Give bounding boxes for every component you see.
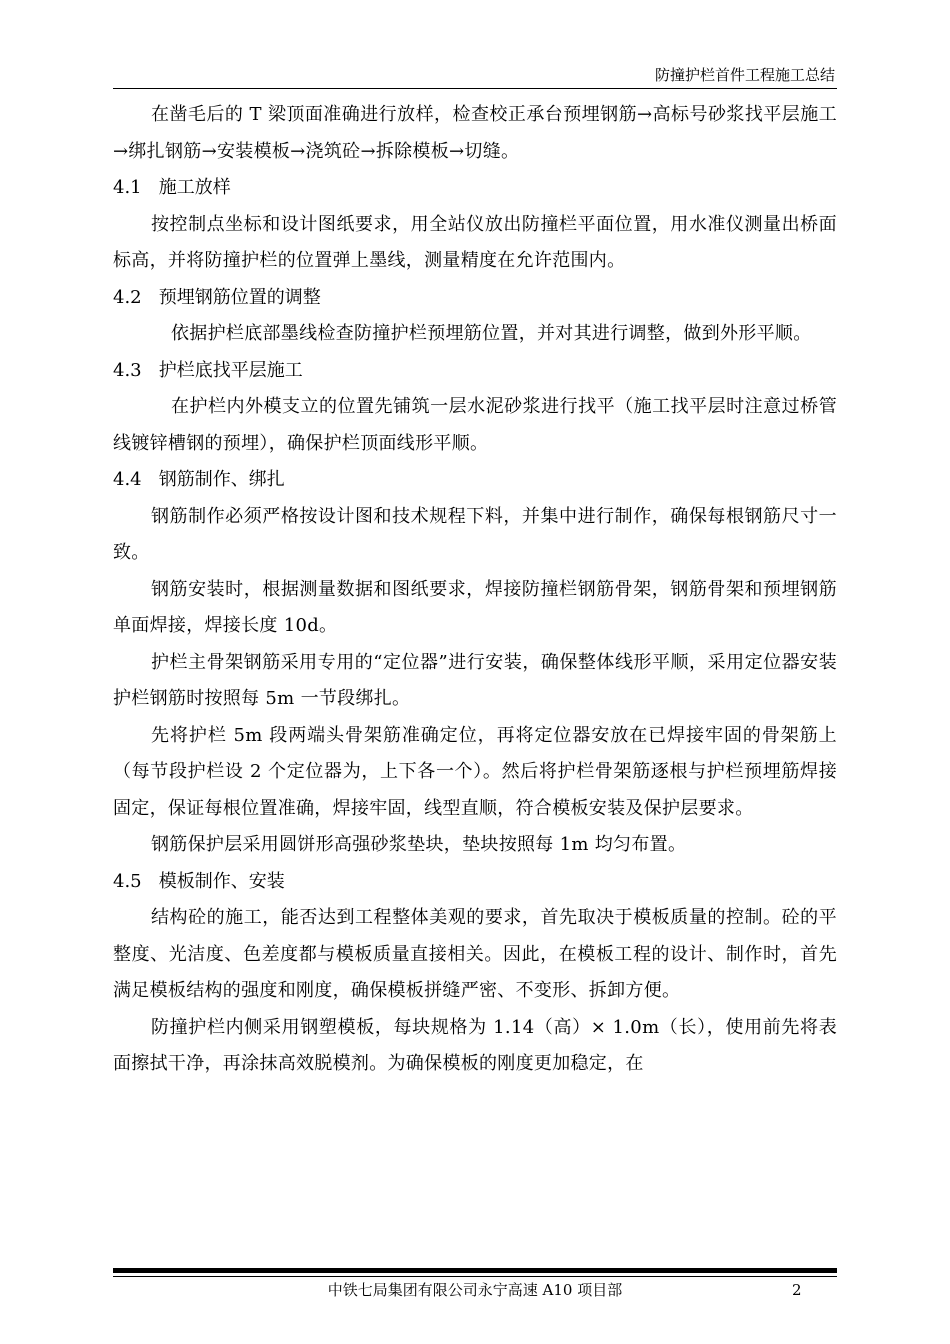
paragraph: 结构砼的施工，能否达到工程整体美观的要求，首先取决于模板质量的控制。砼的平整度、光洁度、色差度都与模板质量直接相关。因此，在模板工程的设计、制作时，首先满足模板结构的强度和刚度，确保模板拼缝严密、不变形、拆卸方便。: [113, 907, 837, 1001]
paragraph: 钢筋安装时，根据测量数据和图纸要求，焊接防撞栏钢筋骨架，钢筋骨架和预埋钢筋单面焊接，焊接长度 10d。: [113, 578, 837, 636]
paragraph: 依据护栏底部墨线检查防撞护栏预埋筋位置，并对其进行调整，做到外形平顺。: [171, 323, 812, 344]
footer-rule-thin: [113, 1276, 837, 1277]
section-heading-4-5: 4.5 模板制作、安装: [113, 870, 285, 892]
header-title: 防撞护栏首件工程施工总结: [654, 66, 835, 84]
section-heading-4-3: 4.3 护栏底找平层施工: [113, 359, 303, 381]
intro-paragraph: 在凿毛后的 T 梁顶面准确进行放样，检查校正承台预埋钢筋→高标号砂浆找平层施工→绑扎钢筋→安装模板→浇筑砼→拆除模板→切缝。: [113, 104, 837, 162]
paragraph: 护栏主骨架钢筋采用专用的“定位器”进行安装，确保整体线形平顺，采用定位器安装护栏钢筋时按照每 5m 一节段绑扎。: [113, 651, 837, 709]
paragraph: 防撞护栏内侧采用钢塑模板，每块规格为 1.14（高）× 1.0m（长），使用前先将表面擦拭干净，再涂抹高效脱模剂。为确保模板的刚度更加稳定，在: [113, 1016, 837, 1074]
section-heading-4-4: 4.4 钢筋制作、绑扎: [113, 469, 285, 490]
paragraph: 钢筋保护层采用圆饼形高强砂浆垫块，垫块按照每 1m 均匀布置。: [151, 834, 687, 855]
footer-organization: 中铁七局集团有限公司永宁高速 A10 项目部: [327, 1281, 623, 1299]
header-rule: [113, 88, 837, 89]
paragraph: 先将护栏 5m 段两端头骨架筋准确定位，再将定位器安放在已焊接牢固的骨架筋上（每节段护栏设 2 个定位器为，上下各一个）。然后将护栏骨架筋逐根与护栏预埋筋焊接固定，保证每根位置准确，焊接牢固，线型直顺，符合模板安装及保护层要求。: [113, 724, 837, 819]
paragraph: 按控制点坐标和设计图纸要求，用全站仪放出防撞栏平面位置，用水准仪测量出桥面标高，并将防撞护栏的位置弹上墨线，测量精度在允许范围内。: [113, 213, 837, 271]
page-number: 2: [792, 1281, 802, 1299]
section-heading-4-1: 4.1 施工放样: [113, 177, 231, 198]
paragraph: 钢筋制作必须严格按设计图和技术规程下料，并集中进行制作，确保每根钢筋尺寸一致。: [113, 505, 837, 563]
document-body: [113, 97, 837, 1083]
footer-rule-thick: [113, 1268, 837, 1273]
paragraph: 在护栏内外模支立的位置先铺筑一层水泥砂浆进行找平（施工找平层时注意过桥管线镀锌槽钢的预埋），确保护栏顶面线形平顺。: [113, 396, 837, 454]
section-heading-4-2: 4.2 预埋钢筋位置的调整: [113, 286, 321, 308]
